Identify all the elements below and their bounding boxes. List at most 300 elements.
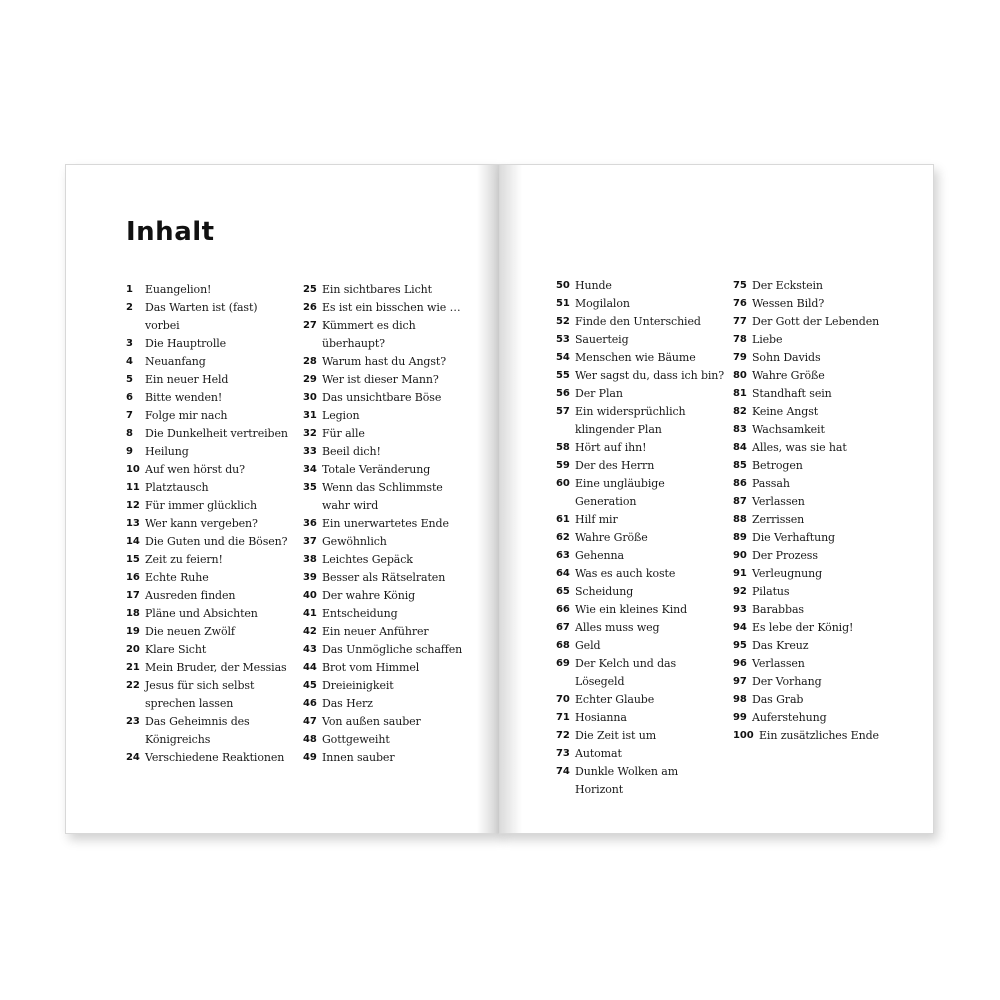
entry-title: Ein unerwartetes Ende — [322, 517, 449, 530]
entry-number: 16 — [126, 572, 140, 583]
entry-title: Der wahre König — [322, 589, 416, 602]
entry-number: 75 — [733, 280, 747, 291]
entry-title: Von außen sauber — [322, 715, 421, 728]
entry-number: 85 — [733, 460, 747, 471]
entry-number: 63 — [556, 550, 570, 561]
toc-entry — [303, 659, 462, 677]
toc-entry — [556, 313, 724, 331]
entry-title: Mein Bruder, der Messias — [145, 661, 287, 674]
toc-entry — [733, 529, 879, 547]
entry-number: 30 — [303, 392, 317, 403]
toc-entry — [733, 547, 879, 565]
entry-title: Keine Angst — [752, 405, 819, 418]
entry-number: 96 — [733, 658, 747, 669]
entry-title: Standhaft sein — [752, 387, 832, 400]
entry-number: 13 — [126, 518, 140, 529]
toc-entry — [556, 295, 724, 313]
entry-number: 84 — [733, 442, 747, 453]
entry-number: 64 — [556, 568, 570, 579]
toc-entry — [556, 547, 724, 565]
entry-title: Der Kelch und das Lösegeld — [575, 657, 677, 688]
toc-entry — [556, 601, 724, 619]
toc-column-1 — [126, 281, 288, 767]
entry-number: 47 — [303, 716, 317, 727]
entry-title: Scheidung — [575, 585, 634, 598]
toc-entry — [733, 619, 879, 637]
entry-title: Das Grab — [752, 693, 804, 706]
entry-title: Es ist ein bisschen wie … — [322, 301, 461, 314]
entry-title: Zerrissen — [752, 513, 805, 526]
toc-entry — [126, 299, 288, 335]
toc-entry — [733, 421, 879, 439]
toc-entry — [126, 515, 288, 533]
entry-number: 92 — [733, 586, 747, 597]
entry-title: Echter Glaube — [575, 693, 655, 706]
entry-number: 52 — [556, 316, 570, 327]
entry-title: Wer sagst du, dass ich bin? — [575, 369, 725, 382]
entry-title: Gottgeweiht — [322, 733, 390, 746]
toc-entry — [733, 655, 879, 673]
entry-title: Hilf mir — [575, 513, 618, 526]
entry-number: 100 — [733, 730, 754, 741]
entry-number: 53 — [556, 334, 570, 345]
entry-number: 31 — [303, 410, 317, 421]
entry-number: 82 — [733, 406, 747, 417]
entry-title: Alles muss weg — [575, 621, 660, 634]
entry-number: 15 — [126, 554, 140, 565]
entry-title: Das Herz — [322, 697, 373, 710]
entry-number: 73 — [556, 748, 570, 759]
toc-entry — [303, 623, 462, 641]
entry-title: Eine ungläubige Generation — [575, 477, 665, 508]
entry-title: Ein sichtbares Licht — [322, 283, 432, 296]
entry-number: 4 — [126, 356, 133, 367]
entry-title: Ein zusätzliches Ende — [759, 729, 879, 742]
entry-number: 78 — [733, 334, 747, 345]
entry-number: 49 — [303, 752, 317, 763]
toc-entry — [733, 295, 879, 313]
entry-number: 80 — [733, 370, 747, 381]
entry-number: 83 — [733, 424, 747, 435]
entry-number: 68 — [556, 640, 570, 651]
toc-entry — [126, 641, 288, 659]
toc-entry — [303, 731, 462, 749]
toc-entry — [733, 493, 879, 511]
entry-title: Platztausch — [145, 481, 209, 494]
entry-title: Für alle — [322, 427, 365, 440]
entry-title: Wachsamkeit — [752, 423, 825, 436]
entry-title: Der Prozess — [752, 549, 818, 562]
toc-entry — [733, 601, 879, 619]
entry-title: Wahre Größe — [752, 369, 825, 382]
entry-number: 90 — [733, 550, 747, 561]
toc-entry — [303, 443, 462, 461]
entry-number: 6 — [126, 392, 133, 403]
toc-entry — [733, 385, 879, 403]
entry-number: 33 — [303, 446, 317, 457]
entry-title: Euangelion! — [145, 283, 212, 296]
toc-entry — [126, 749, 288, 767]
toc-entry — [733, 637, 879, 655]
toc-entry — [303, 407, 462, 425]
entry-number: 71 — [556, 712, 570, 723]
toc-entry — [126, 407, 288, 425]
toc-entry — [733, 691, 879, 709]
entry-title: Der Vorhang — [752, 675, 822, 688]
entry-number: 79 — [733, 352, 747, 363]
entry-number: 97 — [733, 676, 747, 687]
entry-title: Betrogen — [752, 459, 803, 472]
entry-number: 99 — [733, 712, 747, 723]
entry-number: 89 — [733, 532, 747, 543]
toc-entry — [303, 749, 462, 767]
entry-title: Das Warten ist (fast) vorbei — [145, 301, 258, 332]
entry-title: Automat — [575, 747, 622, 760]
entry-number: 60 — [556, 478, 570, 489]
entry-number: 65 — [556, 586, 570, 597]
entry-title: Geld — [575, 639, 601, 652]
entry-number: 19 — [126, 626, 140, 637]
toc-entry — [556, 385, 724, 403]
toc-entry — [556, 709, 724, 727]
toc-entry — [126, 551, 288, 569]
entry-title: Brot vom Himmel — [322, 661, 420, 674]
entry-title: Mogilalon — [575, 297, 630, 310]
gutter-shadow — [477, 165, 499, 833]
entry-title: Liebe — [752, 333, 783, 346]
entry-number: 41 — [303, 608, 317, 619]
entry-title: Verlassen — [752, 657, 805, 670]
entry-number: 56 — [556, 388, 570, 399]
toc-entry — [556, 367, 724, 385]
toc-entry — [303, 533, 462, 551]
entry-number: 59 — [556, 460, 570, 471]
toc-entry — [303, 299, 462, 317]
toc-entry — [733, 349, 879, 367]
toc-entry — [126, 623, 288, 641]
entry-number: 93 — [733, 604, 747, 615]
entry-title: Es lebe der König! — [752, 621, 854, 634]
entry-number: 88 — [733, 514, 747, 525]
entry-number: 24 — [126, 752, 140, 763]
toc-entry — [733, 313, 879, 331]
toc-entry — [556, 727, 724, 745]
entry-title: Neuanfang — [145, 355, 206, 368]
toc-entry — [733, 439, 879, 457]
toc-entry — [556, 529, 724, 547]
entry-number: 11 — [126, 482, 140, 493]
entry-title: Die Verhaftung — [752, 531, 835, 544]
toc-entry — [556, 565, 724, 583]
open-book — [65, 164, 934, 834]
toc-entry — [303, 641, 462, 659]
entry-number: 46 — [303, 698, 317, 709]
toc-entry — [556, 619, 724, 637]
entry-title: Wie ein kleines Kind — [575, 603, 688, 616]
entry-number: 54 — [556, 352, 570, 363]
entry-title: Besser als Rätselraten — [322, 571, 446, 584]
toc-entry — [733, 367, 879, 385]
toc-entry — [126, 569, 288, 587]
entry-title: Sohn Davids — [752, 351, 821, 364]
entry-title: Für immer glücklich — [145, 499, 257, 512]
entry-title: Sauerteig — [575, 333, 629, 346]
toc-entry — [303, 677, 462, 695]
toc-entry — [556, 655, 724, 691]
entry-title: Verschiedene Reaktionen — [145, 751, 285, 764]
entry-number: 10 — [126, 464, 140, 475]
entry-title: Verleugnung — [752, 567, 823, 580]
toc-entry — [303, 479, 462, 515]
toc-entry — [556, 583, 724, 601]
toc-column-3 — [556, 277, 724, 799]
entry-title: Pilatus — [752, 585, 790, 598]
entry-number: 72 — [556, 730, 570, 741]
toc-entry — [126, 353, 288, 371]
entry-title: Der Eckstein — [752, 279, 823, 292]
toc-entry — [303, 605, 462, 623]
toc-entry — [303, 353, 462, 371]
entry-title: Die Hauptrolle — [145, 337, 227, 350]
toc-entry — [126, 659, 288, 677]
entry-title: Wessen Bild? — [752, 297, 825, 310]
entry-title: Jesus für sich selbst sprechen lassen — [145, 679, 255, 710]
toc-entry — [126, 479, 288, 497]
entry-title: Totale Veränderung — [322, 463, 431, 476]
entry-title: Finde den Unterschied — [575, 315, 701, 328]
toc-entry — [126, 281, 288, 299]
toc-entry — [556, 511, 724, 529]
entry-number: 69 — [556, 658, 570, 669]
entry-number: 51 — [556, 298, 570, 309]
toc-entry — [303, 281, 462, 299]
entry-title: Das Geheimnis des Königreichs — [145, 715, 250, 746]
toc-column-2 — [303, 281, 462, 767]
entry-title: Innen sauber — [322, 751, 395, 764]
entry-title: Wer ist dieser Mann? — [322, 373, 439, 386]
entry-title: Leichtes Gepäck — [322, 553, 413, 566]
entry-title: Ausreden finden — [145, 589, 236, 602]
entry-title: Barabbas — [752, 603, 804, 616]
page-title: Inhalt — [126, 217, 215, 247]
entry-number: 3 — [126, 338, 133, 349]
entry-number: 74 — [556, 766, 570, 777]
entry-number: 20 — [126, 644, 140, 655]
entry-number: 35 — [303, 482, 317, 493]
entry-number: 1 — [126, 284, 133, 295]
toc-entry — [126, 443, 288, 461]
entry-number: 81 — [733, 388, 747, 399]
toc-entry — [556, 745, 724, 763]
entry-number: 86 — [733, 478, 747, 489]
toc-entry — [126, 587, 288, 605]
entry-number: 58 — [556, 442, 570, 453]
entry-number: 9 — [126, 446, 133, 457]
entry-title: Was es auch koste — [575, 567, 676, 580]
entry-number: 45 — [303, 680, 317, 691]
toc-entry — [733, 403, 879, 421]
toc-entry — [303, 461, 462, 479]
entry-number: 57 — [556, 406, 570, 417]
toc-entry — [733, 511, 879, 529]
entry-title: Beeil dich! — [322, 445, 381, 458]
entry-number: 98 — [733, 694, 747, 705]
entry-number: 2 — [126, 302, 133, 313]
entry-title: Die neuen Zwölf — [145, 625, 235, 638]
gutter-shadow — [500, 165, 522, 833]
toc-entry — [303, 371, 462, 389]
entry-number: 95 — [733, 640, 747, 651]
entry-number: 94 — [733, 622, 747, 633]
toc-entry — [303, 317, 462, 353]
toc-entry — [303, 551, 462, 569]
toc-entry — [733, 673, 879, 691]
entry-title: Kümmert es dich überhaupt? — [322, 319, 416, 350]
toc-entry — [556, 691, 724, 709]
toc-column-4 — [733, 277, 879, 745]
entry-title: Das Unmögliche schaffen — [322, 643, 463, 656]
entry-number: 34 — [303, 464, 317, 475]
entry-title: Hosianna — [575, 711, 627, 724]
toc-entry — [556, 457, 724, 475]
toc-entry — [126, 497, 288, 515]
toc-entry — [303, 569, 462, 587]
entry-title: Folge mir nach — [145, 409, 228, 422]
entry-title: Die Zeit ist um — [575, 729, 657, 742]
entry-title: Passah — [752, 477, 790, 490]
right-page — [499, 164, 934, 834]
toc-entry — [556, 439, 724, 457]
entry-number: 70 — [556, 694, 570, 705]
toc-entry — [126, 389, 288, 407]
toc-entry — [126, 425, 288, 443]
entry-number: 76 — [733, 298, 747, 309]
toc-entry — [733, 583, 879, 601]
entry-title: Gewöhnlich — [322, 535, 387, 548]
toc-entry — [303, 389, 462, 407]
entry-number: 17 — [126, 590, 140, 601]
toc-entry — [556, 277, 724, 295]
entry-number: 40 — [303, 590, 317, 601]
entry-number: 39 — [303, 572, 317, 583]
entry-title: Das unsichtbare Böse — [322, 391, 442, 404]
entry-number: 42 — [303, 626, 317, 637]
entry-number: 26 — [303, 302, 317, 313]
entry-title: Zeit zu feiern! — [145, 553, 223, 566]
entry-number: 77 — [733, 316, 747, 327]
entry-number: 66 — [556, 604, 570, 615]
entry-number: 21 — [126, 662, 140, 673]
entry-title: Das Kreuz — [752, 639, 809, 652]
toc-entry — [556, 403, 724, 439]
entry-number: 29 — [303, 374, 317, 385]
toc-entry — [303, 587, 462, 605]
left-page — [65, 164, 500, 834]
entry-number: 55 — [556, 370, 570, 381]
entry-title: Ein widersprüchlich klingender Plan — [575, 405, 686, 436]
entry-number: 5 — [126, 374, 133, 385]
entry-title: Auferstehung — [752, 711, 827, 724]
entry-title: Verlassen — [752, 495, 805, 508]
entry-number: 8 — [126, 428, 133, 439]
entry-title: Alles, was sie hat — [752, 441, 847, 454]
entry-title: Dunkle Wolken am Horizont — [575, 765, 679, 796]
entry-number: 18 — [126, 608, 140, 619]
toc-entry — [556, 331, 724, 349]
toc-entry — [733, 709, 879, 727]
toc-entry — [126, 605, 288, 623]
entry-number: 61 — [556, 514, 570, 525]
entry-number: 27 — [303, 320, 317, 331]
entry-number: 50 — [556, 280, 570, 291]
toc-entry — [126, 533, 288, 551]
entry-number: 28 — [303, 356, 317, 367]
entry-number: 87 — [733, 496, 747, 507]
toc-entry — [556, 637, 724, 655]
entry-title: Klare Sicht — [145, 643, 207, 656]
toc-entry — [733, 331, 879, 349]
entry-title: Ein neuer Held — [145, 373, 229, 386]
entry-title: Hunde — [575, 279, 612, 292]
toc-entry — [303, 425, 462, 443]
toc-entry — [303, 713, 462, 731]
entry-title: Der Gott der Lebenden — [752, 315, 880, 328]
toc-entry — [126, 371, 288, 389]
toc-entry — [733, 727, 879, 745]
entry-title: Der Plan — [575, 387, 623, 400]
entry-title: Echte Ruhe — [145, 571, 209, 584]
entry-number: 67 — [556, 622, 570, 633]
entry-title: Auf wen hörst du? — [145, 463, 245, 476]
entry-number: 12 — [126, 500, 140, 511]
toc-entry — [126, 461, 288, 479]
entry-title: Bitte wenden! — [145, 391, 223, 404]
toc-entry — [303, 515, 462, 533]
entry-number: 44 — [303, 662, 317, 673]
entry-number: 32 — [303, 428, 317, 439]
toc-entry — [733, 475, 879, 493]
toc-entry — [733, 457, 879, 475]
toc-entry — [303, 695, 462, 713]
entry-title: Wer kann vergeben? — [145, 517, 258, 530]
entry-title: Die Guten und die Bösen? — [145, 535, 288, 548]
entry-number: 37 — [303, 536, 317, 547]
entry-title: Entscheidung — [322, 607, 398, 620]
entry-title: Legion — [322, 409, 360, 422]
entry-title: Wenn das Schlimmste wahr wird — [322, 481, 443, 512]
entry-title: Wahre Größe — [575, 531, 648, 544]
entry-title: Der des Herrn — [575, 459, 655, 472]
entry-number: 14 — [126, 536, 140, 547]
entry-number: 22 — [126, 680, 140, 691]
entry-title: Gehenna — [575, 549, 624, 562]
toc-entry — [126, 335, 288, 353]
entry-number: 23 — [126, 716, 140, 727]
toc-entry — [556, 349, 724, 367]
toc-entry — [733, 277, 879, 295]
entry-number: 25 — [303, 284, 317, 295]
toc-entry — [733, 565, 879, 583]
toc-entry — [556, 763, 724, 799]
entry-number: 91 — [733, 568, 747, 579]
entry-title: Dreieinigkeit — [322, 679, 394, 692]
toc-entry — [126, 713, 288, 749]
entry-title: Warum hast du Angst? — [322, 355, 447, 368]
entry-title: Hört auf ihn! — [575, 441, 647, 454]
entry-title: Die Dunkelheit vertreiben — [145, 427, 288, 440]
toc-entry — [556, 475, 724, 511]
entry-number: 43 — [303, 644, 317, 655]
